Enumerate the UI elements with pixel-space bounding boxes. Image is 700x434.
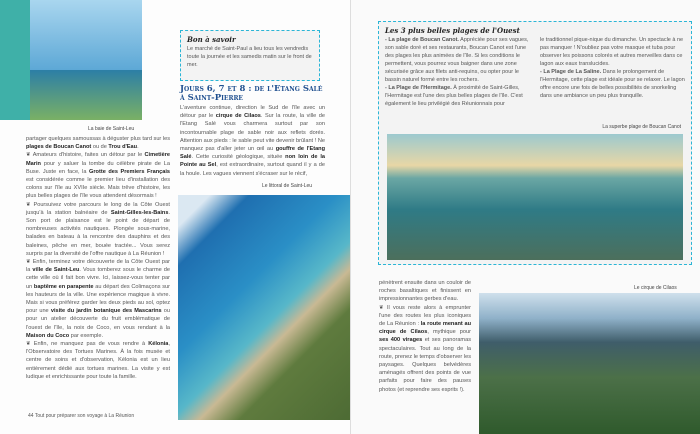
photo-boucan-canot — [387, 134, 683, 260]
photo-cirque-de-cilaos — [479, 293, 700, 434]
box-title: Les 3 plus belles plages de l'Ouest — [385, 26, 520, 35]
tip-text: Le marché de Saint-Paul a lieu tous les vendredis toute la journée et les samedis matin sur le front de mer. — [187, 46, 312, 68]
right-page — [350, 0, 700, 434]
page-folio: 44 Tout pour préparer son voyage à La Réunion — [28, 413, 135, 419]
body-column-2: L'aventure continue, direction le Sud de l'île avec un détour par le cirque de Cilaos. Sur la route, la ville de l'Etang Salé vous charmera surtout par son incontournable plage de sable noir aux reflets dorés. Attention aux pieds : le sable peut vite devenir brûlant ! Ne manquez pas d'aller jeter un œil au gouffre de l'Etang Salé. Cette curiosité géologique, située non loin de la Pointe au Sel, est extraordinaire, surtout quand il y a de la houle. Les vagues viennent s'écraser sur le récif, — [180, 105, 326, 177]
photo-saint-leu-coast — [178, 195, 350, 420]
tip-title: Bon à savoir — [187, 35, 236, 44]
photo-caption: Le littoral de Saint-Leu — [262, 183, 313, 189]
photo-caption: La baie de Saint-Leu — [88, 126, 135, 132]
section-title: Jours 6, 7 et 8 : de l'Etang Salé à Saint-Pierre — [180, 84, 323, 103]
photo-saint-leu-bay — [0, 0, 142, 120]
photo-caption: La superbe plage de Boucan Canot — [602, 124, 681, 130]
photo-caption: Le cirque de Cilaos — [634, 285, 677, 291]
tip-box — [180, 30, 320, 81]
beaches-box: Les 3 plus belles plages de l'Ouest - La plage de Boucan Canot. Appréciée pour ses vagues, son sable doré et ses restaurants, Boucan Canot est l'une des plages les plus animées de l'île. Si les conditions le permettent, vous pourrez vous baigner dans une zone sécurisée grâce aux filets anti-requins, ou opter pour le bassin naturel formé entre les rochers. - La Plage de l'Hermitage. À proximité de Saint-Gilles, l'Hermitage est l'une des plus belles plages de l'île. C'est également le lieu privilégié des Réunionnais pour le traditionnel pique-nique du dimanche. Un spectacle à ne pas manquer ! N'oubliez pas votre masque et tuba pour observer les poissons colorés et autres merveilles dans ce lagon aux eaux translucides. - La Plage de La Saline. Dans le prolongement de l'Hermitage, cette plage est idéale pour se relaxer. Le lagon offre encore une fois de belles possibilités de snorkeling dans une ambiance un peu plus tranquille. La superbe plage de Boucan Canot — [378, 21, 692, 265]
body-column-3: pénètrent ensuite dans un couloir de roches basaltiques et finissent en impressionnantes gerbes d'eau. ❦ Il vous reste alors à emprunter l'une des routes les plus iconiques de La Réunion : la route menant au cirque de Cilaos, mythique pour ses 400 virages et ses panoramas spectaculaires. Tout au long de la route, prenez le temps d'observer les paysages. Quelques belvédères aménagés offrent des points de vue parfaits pour faire des pauses photos (et reprendre ses esprits !). — [379, 280, 471, 393]
body-column-1: partager quelques samoussas à déguster plus tard sur les plages de Boucan Canot ou de Trou d'Eau. ❦ Amateurs d'histoire, faites un détour par le Cimetière Marin pour y saluer la tombe du célèbre pirate de La Buse. Juste en face, la Grotte des Premiers Français est considérée comme le premier lieu d'installation des colons sur l'île au XVIIe siècle. Mais trêve d'histoire, les plus belles plages de l'île vous attendent désormais ! ❦ Poursuivez votre parcours le long de la Côte Ouest jusqu'à la station balnéaire de Saint-Gilles-les-Bains. Son port de plaisance est le point de départ de nombreuses activités nautiques. Plongée sous-marine, balades en bateau à la rencontre des dauphins et des baleines, pêche en mer, bouée tractée... Vous serez surpris par la diversité de l'offre nautique à La Réunion ! ❦ Enfin, terminez votre découverte de la Côte Ouest par la ville de Saint-Leu. Vous tomberez sous le charme de cette ville où il fait bon vivre. Ici, laissez-vous tenter par un baptême en parapente au départ des Colimaçons sur les hauteurs de la ville. Une expérience magique à vivre. Mais si vous préférez garder les deux pieds au sol, optez pour une visite du jardin botanique des Mascarins ou pour un atelier découverte du fruit emblématique de l'ouest de l'île, la noix de Coco, en vous rendant à la Maison du Coco par exemple. ❦ Enfin, ne manquez pas de vous rendre à Kélonia, l'Observatoire des Tortues Marines. À la fois musée et centre de soins et d'observation, Kélonia est un lieu entièrement dédié aux tortues marines. La visite y est ludique et enrichissante pour toute la famille. — [26, 136, 171, 380]
